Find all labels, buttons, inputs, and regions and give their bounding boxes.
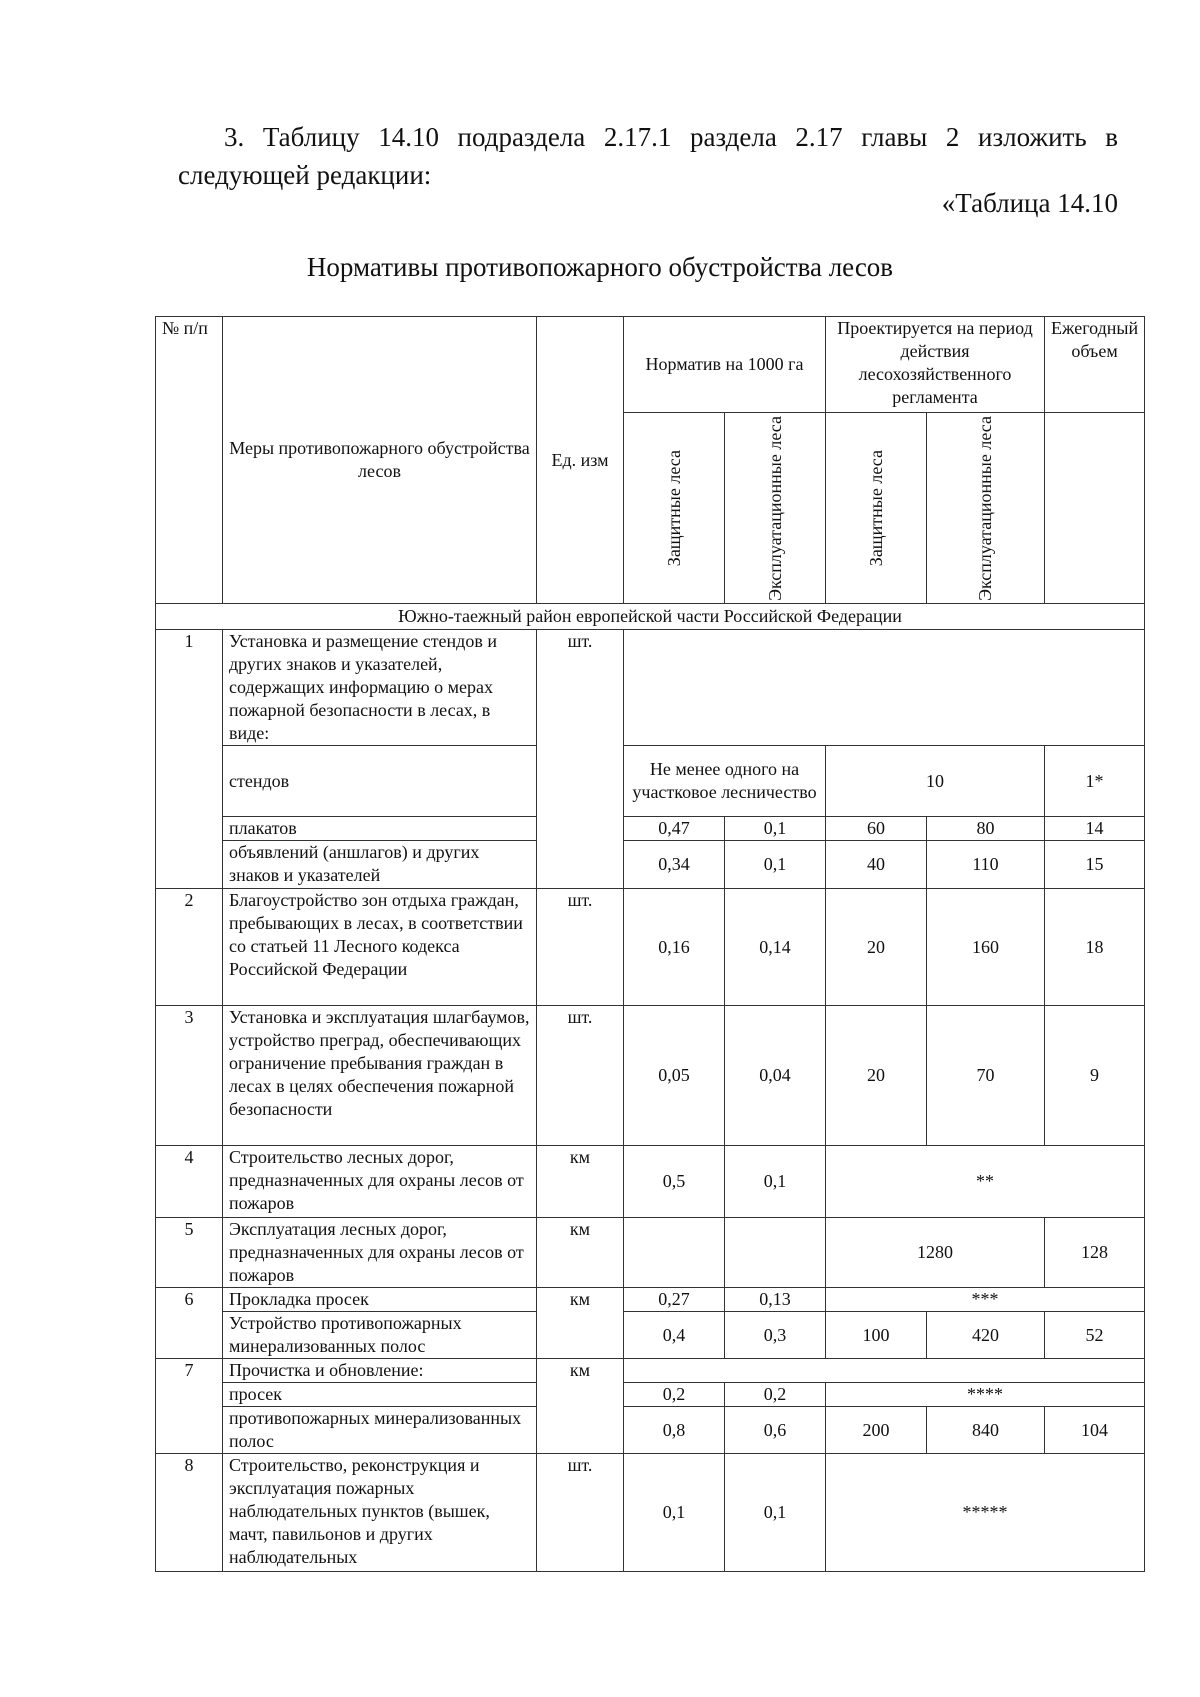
header-norm: Норматив на 1000 га: [624, 317, 826, 413]
annual-value: 15: [1045, 841, 1145, 889]
table-row: [156, 1288, 1145, 1312]
row-unit: км: [537, 1359, 624, 1454]
norm-value: Не менее одного на участковое лесничество: [624, 746, 826, 817]
projected-value: 10: [826, 746, 1045, 817]
table-row: [156, 1383, 1145, 1407]
table-row: [156, 746, 1145, 817]
norm-protective: 0,34: [624, 841, 725, 889]
row-label: Установка и эксплуатация шлагбаумов, устройство преград, обеспечивающих ограничение пребывания граждан в лесах в целях обеспечения пожарной безопасности: [223, 1006, 537, 1146]
header-annual: Ежегодный объем: [1045, 317, 1145, 413]
row-unit: шт.: [537, 1454, 624, 1572]
norm-exploitation: [725, 1218, 826, 1288]
projected-exploitation: 420: [927, 1312, 1045, 1359]
projected-exploitation: 70: [927, 1006, 1045, 1146]
table-row: [156, 1218, 1145, 1288]
row-number: 6: [156, 1288, 223, 1359]
norm-protective: 0,2: [624, 1383, 725, 1407]
row-number: 1: [156, 630, 223, 889]
table-row: [156, 1359, 1145, 1383]
header-proj-exploitation: Эксплуатационные леса: [927, 413, 1045, 604]
row-unit: шт.: [537, 1006, 624, 1146]
row-label: стендов: [223, 746, 537, 817]
table-title: Нормативы противопожарного обустройства лесов: [306, 252, 894, 282]
row-unit: км: [537, 1288, 624, 1359]
norm-exploitation: 0,1: [725, 1146, 826, 1218]
projected-value: 1280: [826, 1218, 1045, 1288]
norm-exploitation: 0,1: [725, 841, 826, 889]
norm-exploitation: 0,1: [725, 817, 826, 841]
norm-protective: 0,8: [624, 1407, 725, 1454]
table-row: [156, 630, 1145, 746]
header-projected: Проектируется на период действия лесохозяйственного регламента: [826, 317, 1045, 413]
row-label: Прокладка просек: [223, 1288, 537, 1312]
projected-protective: 100: [826, 1312, 927, 1359]
norm-protective: 0,16: [624, 889, 725, 1006]
row-unit: км: [537, 1146, 624, 1218]
table-reference: «Таблица 14.10: [941, 188, 1118, 218]
projected-value: **: [826, 1146, 1145, 1218]
norm-protective: [624, 1218, 725, 1288]
empty-cell: [624, 1359, 1145, 1383]
row-number: 3: [156, 1006, 223, 1146]
projected-protective: 20: [826, 1006, 927, 1146]
projected-exploitation: 160: [927, 889, 1045, 1006]
annual-value: 1*: [1045, 746, 1145, 817]
fire-norms-table: [155, 316, 1145, 1572]
row-label: плакатов: [223, 817, 537, 841]
row-number: 7: [156, 1359, 223, 1454]
region-row: [156, 604, 1145, 630]
row-label: Благоустройство зон отдыха граждан, пребывающих в лесах, в соответствии со статьей 11 Лесного кодекса Российской Федерации: [223, 889, 537, 1006]
row-label: противопожарных минерализованных полос: [223, 1407, 537, 1454]
row-label: Строительство, реконструкция и эксплуатация пожарных наблюдательных пунктов (вышек, мачт, павильонов и других наблюдательных: [223, 1454, 537, 1572]
row-label: Устройство противопожарных минерализованных полос: [223, 1312, 537, 1359]
header-norm-exploitation: Эксплуатационные леса: [725, 413, 826, 604]
row-label: объявлений (аншлагов) и других знаков и указателей: [223, 841, 537, 889]
norm-exploitation: 0,6: [725, 1407, 826, 1454]
projected-value: ****: [826, 1383, 1145, 1407]
annual-value: 52: [1045, 1312, 1145, 1359]
annual-value: 18: [1045, 889, 1145, 1006]
row-number: 2: [156, 889, 223, 1006]
annual-value: 104: [1045, 1407, 1145, 1454]
projected-protective: 200: [826, 1407, 927, 1454]
table-row: [156, 1312, 1145, 1359]
row-label: Строительство лесных дорог, предназначенных для охраны лесов от пожаров: [223, 1146, 537, 1218]
table-row: [156, 841, 1145, 889]
region-label: Южно-таежный район европейской части Российской Федерации: [156, 604, 1145, 630]
table-row: [156, 1146, 1145, 1218]
row-unit: шт.: [537, 889, 624, 1006]
norm-exploitation: 0,2: [725, 1383, 826, 1407]
projected-protective: 60: [826, 817, 927, 841]
projected-exploitation: 80: [927, 817, 1045, 841]
table-row: [156, 817, 1145, 841]
row-number: 8: [156, 1454, 223, 1572]
table-row: [156, 1454, 1145, 1572]
annual-value: 9: [1045, 1006, 1145, 1146]
row-number: 4: [156, 1146, 223, 1218]
projected-value: *****: [826, 1454, 1145, 1572]
norm-protective: 0,4: [624, 1312, 725, 1359]
projected-protective: 20: [826, 889, 927, 1006]
empty-cell: [624, 630, 1145, 746]
table-row: [156, 889, 1145, 1006]
norm-protective: 0,1: [624, 1454, 725, 1572]
header-annual-empty: [1045, 413, 1145, 604]
amendment-paragraph: 3. Таблицу 14.10 подраздела 2.17.1 раздела 2.17 главы 2 изложить в следующей редакции:: [178, 122, 1118, 190]
norm-protective: 0,47: [624, 817, 725, 841]
projected-exploitation: 840: [927, 1407, 1045, 1454]
norm-exploitation: 0,13: [725, 1288, 826, 1312]
norm-exploitation: 0,14: [725, 889, 826, 1006]
norm-protective: 0,5: [624, 1146, 725, 1218]
row-unit: шт.: [537, 630, 624, 889]
projected-exploitation: 110: [927, 841, 1045, 889]
table-row: [156, 1407, 1145, 1454]
norm-exploitation: 0,1: [725, 1454, 826, 1572]
row-label: Установка и размещение стендов и других знаков и указателей, содержащих информацию о мерах пожарной безопасности в лесах, в виде:: [223, 630, 537, 746]
norm-exploitation: 0,04: [725, 1006, 826, 1146]
header-measures: Меры противопожарного обустройства лесов: [223, 317, 537, 604]
row-number: 5: [156, 1218, 223, 1288]
header-num: № п/п: [156, 317, 223, 604]
row-label: просек: [223, 1383, 537, 1407]
row-label: Прочистка и обновление:: [223, 1359, 537, 1383]
norm-exploitation: 0,3: [725, 1312, 826, 1359]
norm-protective: 0,05: [624, 1006, 725, 1146]
annual-value: 14: [1045, 817, 1145, 841]
norm-protective: 0,27: [624, 1288, 725, 1312]
row-label: Эксплуатация лесных дорог, предназначенных для охраны лесов от пожаров: [223, 1218, 537, 1288]
header-proj-protective: Защитные леса: [826, 413, 927, 604]
header-norm-protective: Защитные леса: [624, 413, 725, 604]
projected-protective: 40: [826, 841, 927, 889]
table-row: [156, 1006, 1145, 1146]
header-unit: Ед. изм: [537, 317, 624, 604]
annual-value: 128: [1045, 1218, 1145, 1288]
row-unit: км: [537, 1218, 624, 1288]
header-row: [156, 317, 1145, 413]
projected-value: ***: [826, 1288, 1145, 1312]
